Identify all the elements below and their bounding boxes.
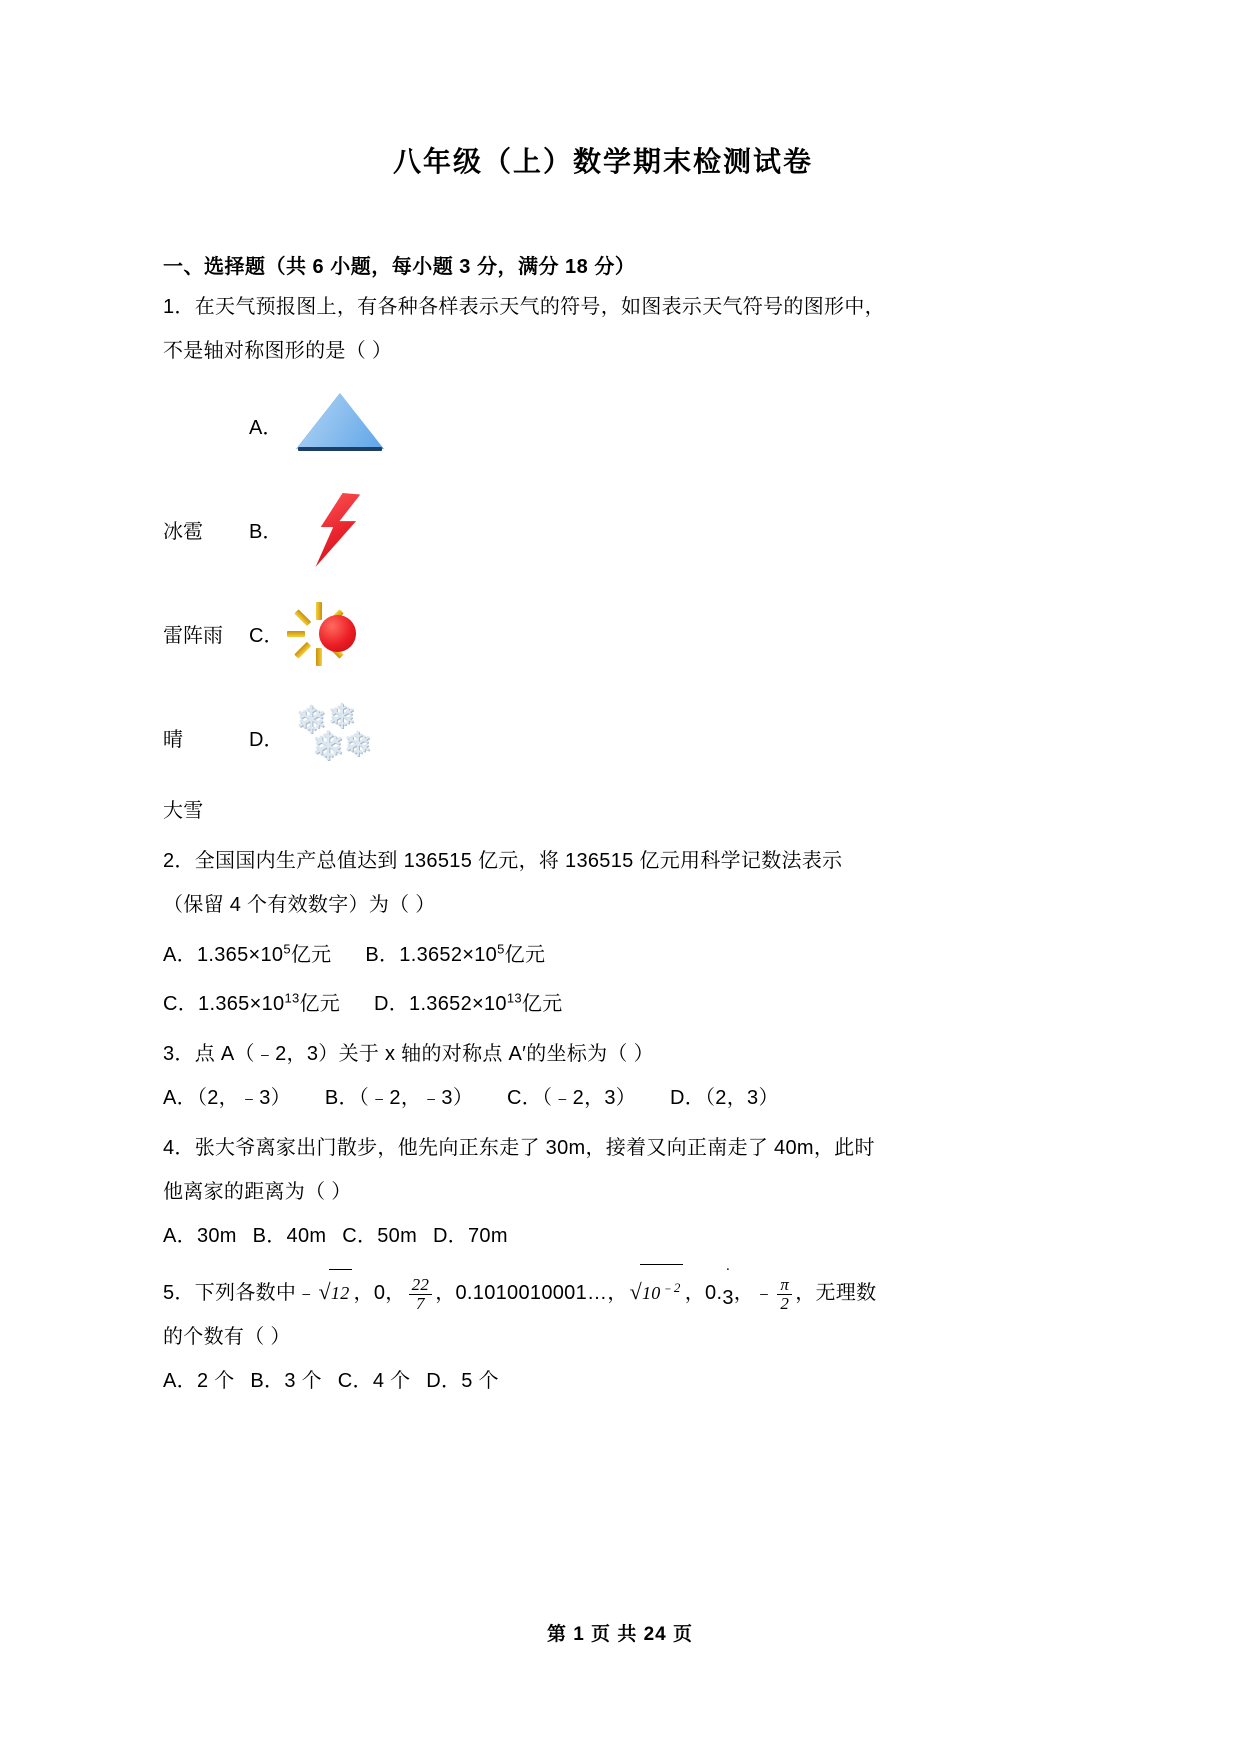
option-d-times: ×10 [472, 993, 507, 1016]
question-1-option-c[interactable] [163, 581, 1083, 685]
comma-4: ， [607, 1282, 628, 1305]
caption-sunny: 晴 [163, 728, 183, 751]
caption-heavy-snow: 大雪 [163, 800, 204, 822]
question-2-option-a[interactable] [163, 941, 332, 966]
comma-3: ， [435, 1282, 456, 1305]
option-d-mantissa: 1.3652 [409, 993, 472, 1016]
question-2-option-c[interactable] [163, 990, 341, 1016]
fraction-22-over-7: $\frac{22}{7}$ [409, 1276, 433, 1313]
radical-12: √12 [319, 1269, 352, 1315]
option-a-letter: A． [163, 943, 197, 966]
question-5-options [163, 1359, 1083, 1403]
repeating-decimal-0-point-3: 0. · 3 [705, 1260, 734, 1310]
question-2-line-2: （保留 4 个有效数字）为（ ） [163, 894, 436, 916]
question-3-line-1: 3．点 A（﹣2，3）关于 x 轴的对称点 A′的坐标为（ ） [163, 1043, 654, 1066]
caption-thunderstorm: 雷阵雨 [163, 624, 223, 647]
question-4 [163, 1126, 1083, 1258]
option-d-exponent: 13 [506, 990, 522, 1006]
question-5-tail: ，无理数 [795, 1282, 877, 1305]
question-4-options [163, 1214, 1083, 1258]
option-a-mantissa: 1.365 [196, 943, 249, 966]
page-footer: 第 1 页 共 24 页 [546, 1624, 694, 1645]
question-4-option-b[interactable]: B．40m [252, 1225, 327, 1248]
question-4-option-d[interactable]: D．70m [432, 1225, 508, 1248]
option-c-letter: C． [163, 993, 199, 1016]
page-title: 八年级（上）数学期末检测试卷 [392, 146, 813, 177]
option-c-exponent: 13 [284, 990, 300, 1006]
option-a-exponent: 5 [283, 941, 291, 956]
question-2-line-1: 2．全国国内生产总值达到 136515 亿元，将 136515 亿元用科学记数法表示 [163, 850, 843, 872]
hail-triangle-icon [288, 383, 384, 467]
option-d-letter: D． [373, 993, 410, 1016]
question-2-option-d[interactable] [373, 990, 563, 1016]
option-c-letter: C． [249, 624, 284, 647]
question-5-option-d[interactable]: D．5 个 [426, 1370, 499, 1393]
option-b-letter: B． [249, 520, 283, 543]
question-1-option-b[interactable] [163, 477, 1083, 581]
question-1-line-1: 1．在天气预报图上，有各种各样表示天气的符号，如图表示天气符号的图形中， [163, 296, 885, 318]
option-d-unit: 亿元 [521, 993, 563, 1016]
question-3-option-d[interactable]: D．（2，3） [669, 1087, 779, 1110]
option-b-exponent: 5 [497, 941, 505, 956]
option-c-unit: 亿元 [299, 993, 341, 1016]
heavy-snow-snowflake-icon: ❄ ❄ ❄ ❄ [295, 698, 372, 769]
sunny-sun-icon [289, 591, 385, 675]
question-5-option-c[interactable]: C．4 个 [337, 1370, 411, 1393]
question-4-line-1: 4．张大爷离家出门散步，他先向正东走了 30m，接着又向正南走了 40m，此时 [163, 1137, 875, 1160]
question-1-option-d[interactable] [163, 685, 1083, 789]
option-b-times: ×10 [462, 943, 498, 966]
question-3-option-a[interactable]: A．（2，﹣3） [163, 1087, 291, 1110]
option-c-mantissa: 1.365 [198, 993, 250, 1016]
radical-10-power-minus2: $√10^{﹣2}$ [630, 1264, 683, 1315]
option-b-mantissa: 1.3652 [399, 943, 463, 966]
question-1 [163, 285, 1083, 833]
question-5-option-b[interactable]: B．3 个 [250, 1370, 322, 1393]
option-b-unit: 亿元 [504, 943, 546, 966]
question-4-option-c[interactable]: C．50m [342, 1225, 418, 1248]
option-a-letter: A． [249, 416, 283, 439]
option-d-letter: D． [249, 728, 284, 751]
question-5-lead: 5．下列各数中﹣ [163, 1282, 317, 1305]
comma-6: ，﹣ [733, 1282, 775, 1305]
option-a-unit: 亿元 [290, 943, 332, 966]
question-2 [163, 839, 1083, 1026]
question-3-options [163, 1076, 1083, 1120]
question-2-options-row-1 [163, 927, 1083, 977]
question-4-line-2: 他离家的距离为（ ） [163, 1181, 352, 1204]
comma-1: ， [353, 1282, 374, 1305]
thunderstorm-bolt-icon [288, 487, 384, 571]
term-decimal: 0.1010010001… [455, 1282, 608, 1305]
question-2-option-b[interactable] [365, 941, 546, 966]
caption-hail: 冰雹 [163, 520, 203, 543]
question-5 [163, 1260, 1083, 1403]
question-2-options-row-2 [163, 977, 1083, 1027]
option-b-letter: B． [365, 943, 400, 966]
comma-5: ， [684, 1282, 706, 1305]
question-5-line-1 [163, 1260, 1083, 1315]
question-5-line-2: 的个数有（ ） [163, 1326, 291, 1349]
question-1-line-2: 不是轴对称图形的是（ ） [163, 340, 393, 362]
page-content [163, 0, 1083, 1403]
term-zero: 0 [373, 1282, 386, 1305]
question-3 [163, 1032, 1083, 1120]
question-3-option-b[interactable]: B．（﹣2，﹣3） [324, 1087, 474, 1110]
option-a-times: ×10 [248, 943, 284, 966]
question-1-option-a[interactable] [163, 373, 1083, 477]
fraction-pi-over-2: $\frac{\pi}{2}$ [777, 1276, 792, 1313]
question-3-option-c[interactable]: C．（﹣2，3） [507, 1087, 637, 1110]
option-c-times: ×10 [249, 993, 285, 1016]
comma-2: ， [385, 1282, 406, 1305]
section-heading: 一、选择题（共 6 小题，每小题 3 分，满分 18 分） [163, 256, 636, 278]
question-5-option-a[interactable]: A．2 个 [163, 1370, 235, 1393]
question-4-option-a[interactable]: A．30m [163, 1225, 237, 1248]
